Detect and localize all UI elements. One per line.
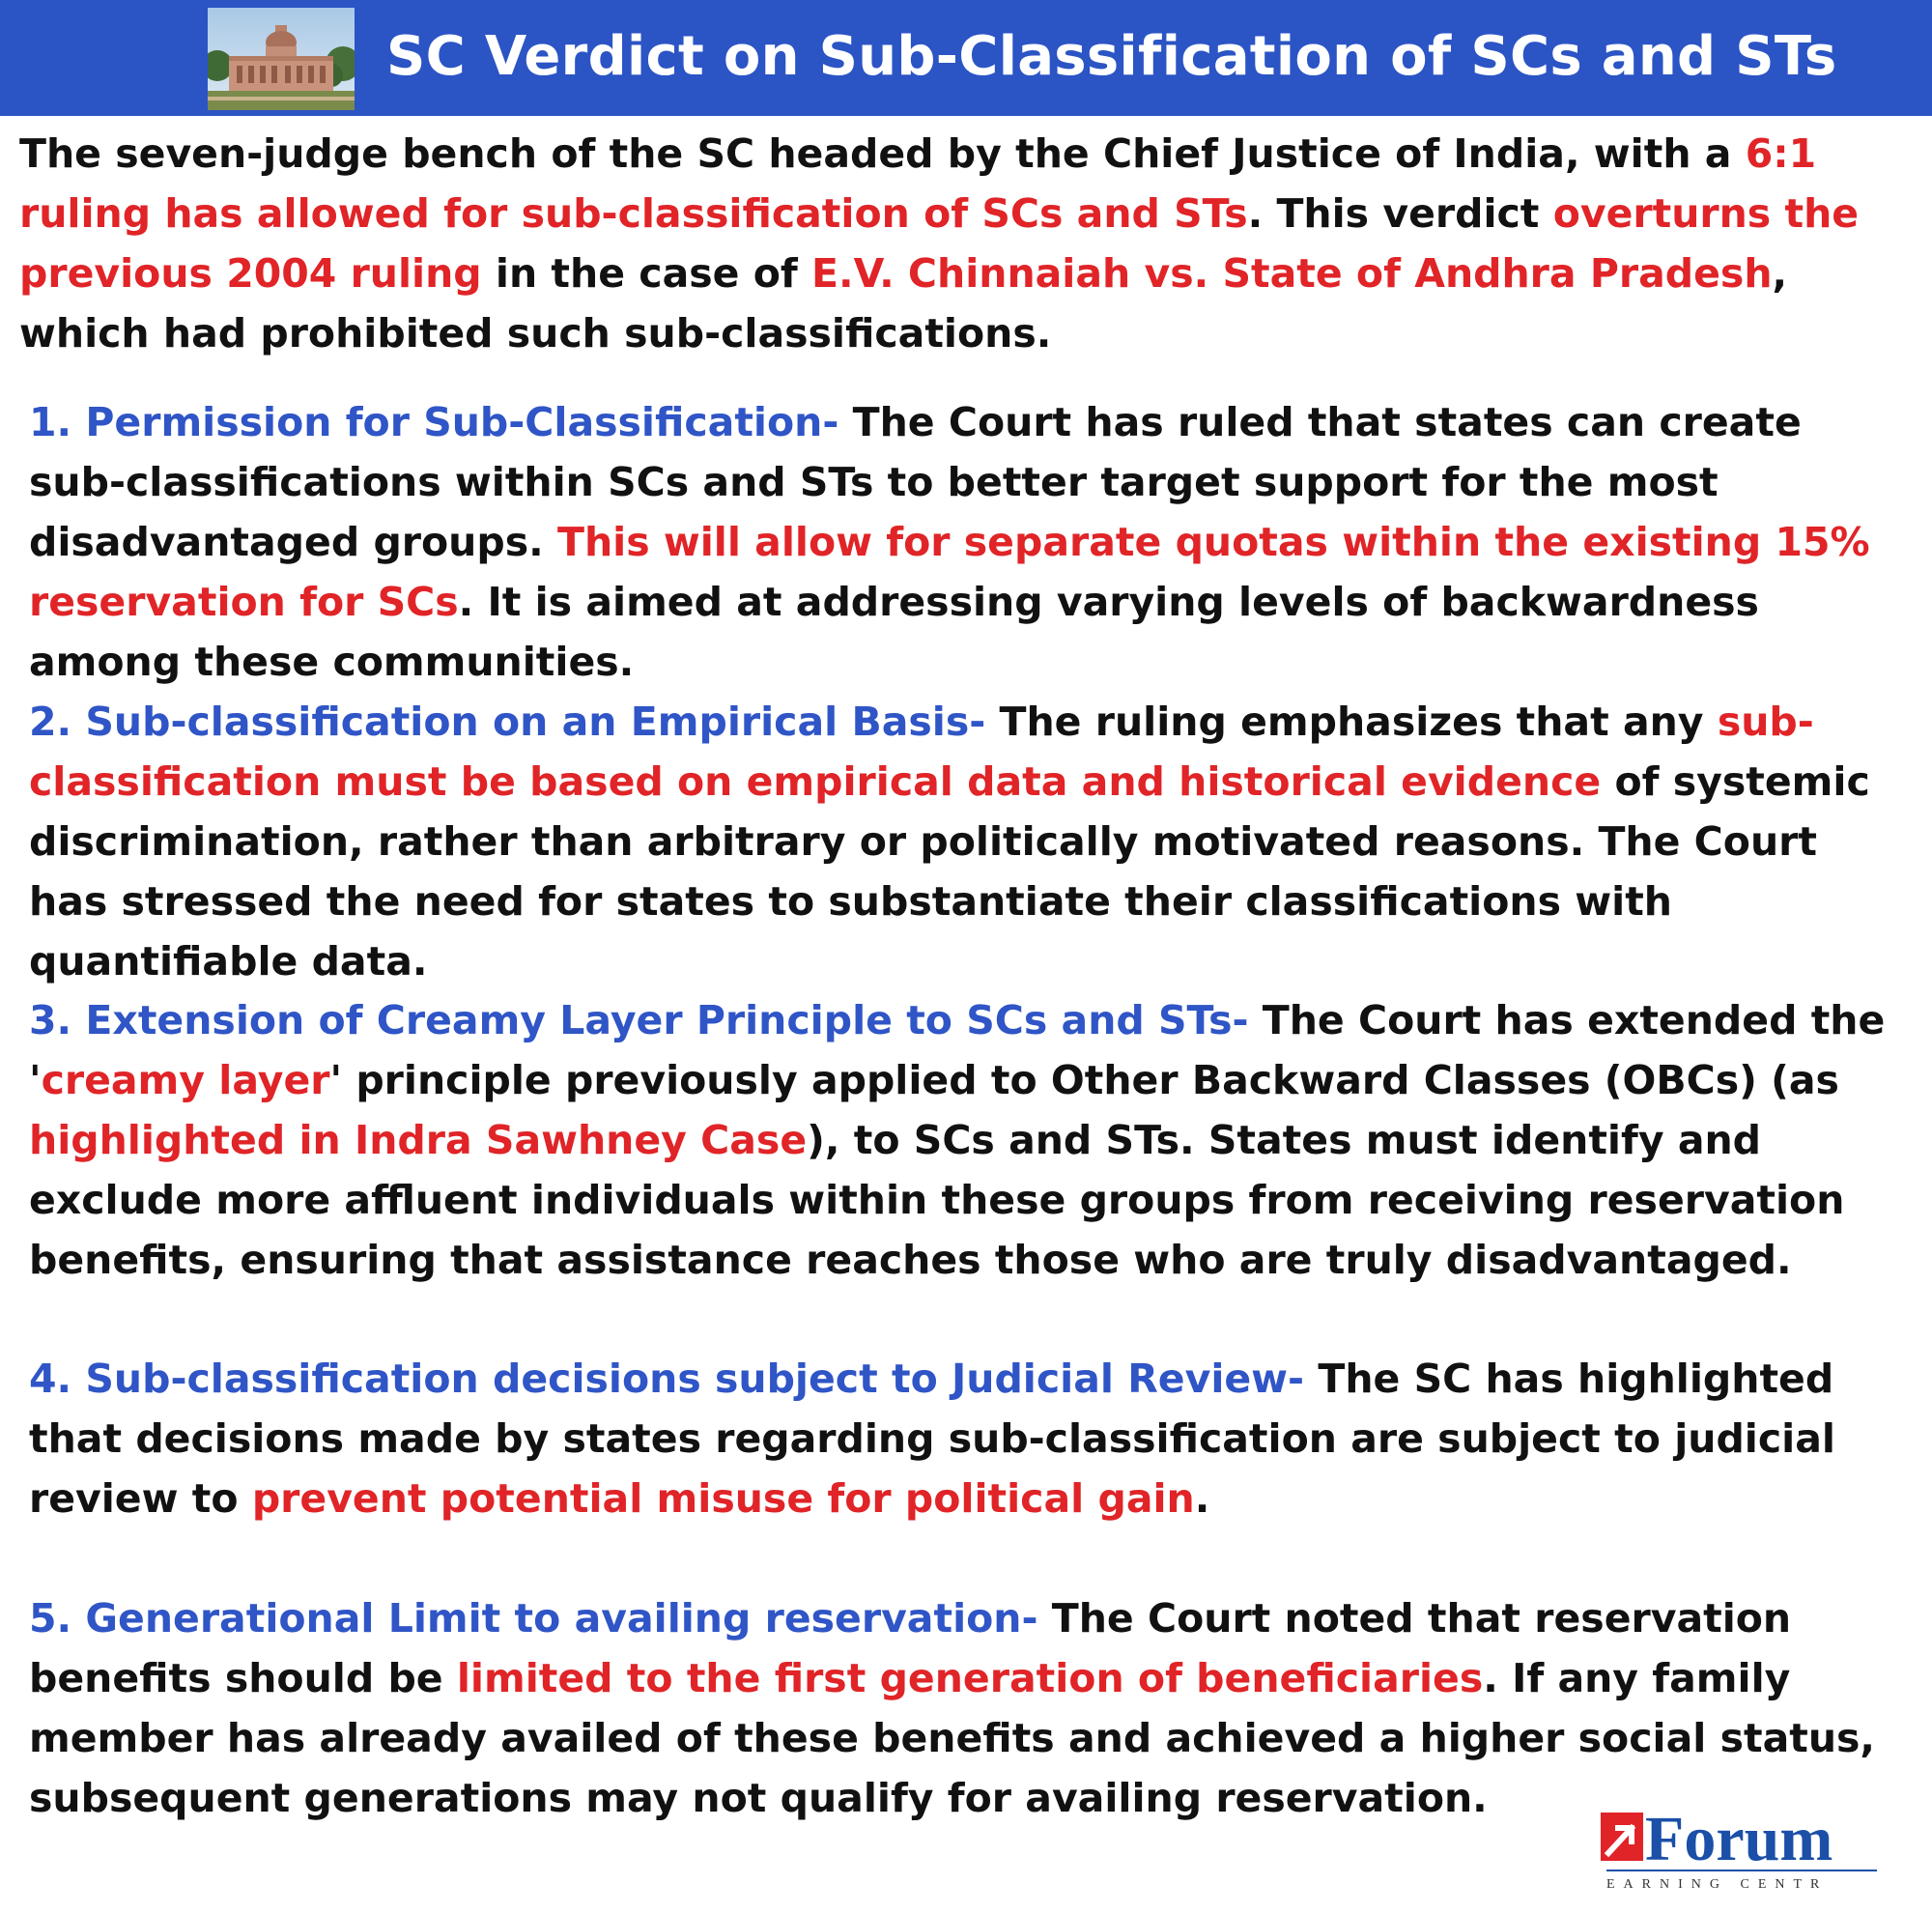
point-5 [29,1588,1908,1828]
point-heading: 2. Sub-classification on an Empirical Basis- [29,699,986,745]
intro-text-2: . This verdict [1247,190,1553,237]
point-heading: 5. Generational Limit to availing reservation- [29,1595,1038,1642]
point-text: of systemic discrimination, rather than arbitrary or politically motivated reasons. The Court has stressed the need for states to substantiate their classifications with quantifiable data. [29,758,1870,985]
point-text: . It is aimed at addressing varying levels of backwardness among these communities. [29,579,1759,685]
intro-highlight-overturns: overturns the previous 2004 ruling [19,190,1860,297]
point-highlight: limited to the first generation of beneficiaries [456,1655,1484,1701]
point-4 [29,1349,1908,1528]
logo-tagline: EARNING CENTR [1606,1877,1829,1892]
point-text: The Court has ruled that states can create sub-classifications within SCs and STs to better target support for the most disadvantaged groups. [29,399,1802,565]
point-heading: 3. Extension of Creamy Layer Principle to SCs and STs- [29,997,1249,1043]
point-text: . If any family member has already availed of these benefits and achieved a higher social status, subsequent generations may not qualify for availing reservation. [29,1655,1876,1821]
point-text: The ruling emphasizes that any [985,699,1718,745]
supreme-court-building-image [208,8,355,110]
point-heading: 1. Permission for Sub-Classification- [29,399,839,445]
forum-arrow-icon [1599,1799,1884,1896]
point-text: ' principle previously applied to Other Backward Classes (OBCs) (as [329,1057,1839,1103]
title-banner [0,0,1932,116]
point-text: ), to SCs and STs. States must identify and exclude more affluent individuals within these groups from receiving reservation benefits, ensuring that assistance reaches those who are truly disadvantaged. [29,1117,1845,1283]
intro-text-3: in the case of [481,250,812,297]
intro-highlight-ruling: 6:1 ruling has allowed for sub-classification of SCs and STs [19,130,1817,237]
point-text: . [1194,1475,1210,1522]
intro-paragraph [19,124,1903,363]
logo-wordmark: Forum [1645,1804,1833,1874]
supreme-court-building-icon [208,8,355,110]
point-heading: 4. Sub-classification decisions subject to Judicial Review- [29,1356,1305,1402]
page-title: SC Verdict on Sub-Classification of SCs and STs [386,25,1837,88]
point-highlight: highlighted in Indra Sawhney Case [29,1117,808,1163]
point-text: The Court has extended the ' [29,997,1886,1103]
point-highlight: sub-classification must be based on empirical data and historical evidence [29,699,1814,805]
intro-text-1: The seven-judge bench of the SC headed by the Chief Justice of India, with a [19,130,1746,177]
intro-text-4: , which had prohibited such sub-classifications. [19,250,1788,357]
point-highlight: prevent potential misuse for political gain [251,1475,1195,1522]
forum-logo [1599,1799,1884,1896]
point-3 [29,990,1908,1290]
point-2 [29,692,1908,991]
point-1 [29,392,1908,692]
point-text: The Court noted that reservation benefits should be [29,1595,1792,1701]
point-text: The SC has highlighted that decisions made by states regarding sub-classification are subject to judicial review to [29,1356,1835,1522]
intro-highlight-case: E.V. Chinnaiah vs. State of Andhra Pradesh [811,250,1773,297]
point-highlight: This will allow for separate quotas within the existing 15% reservation for SCs [29,519,1870,625]
point-highlight: creamy layer [41,1057,330,1103]
